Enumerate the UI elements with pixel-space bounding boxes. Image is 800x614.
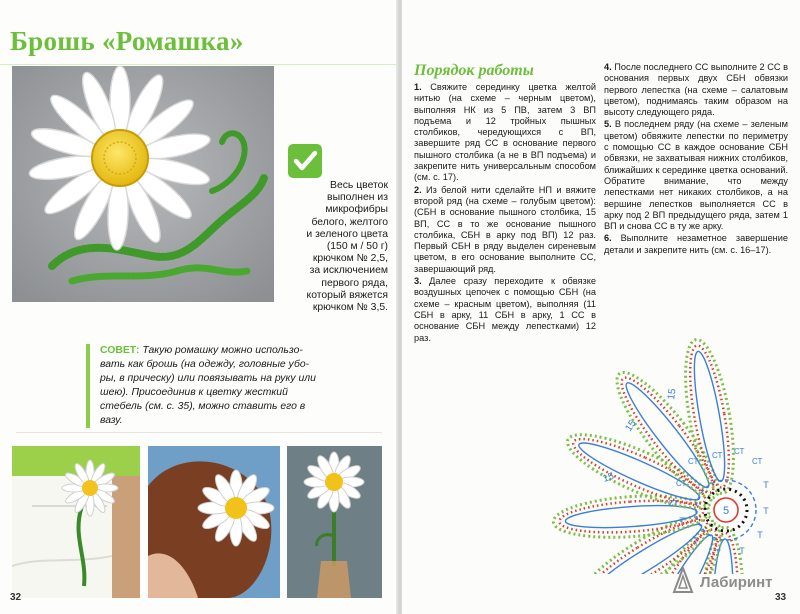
tip-line: и зеленого цвета <box>306 228 388 240</box>
tip-line: выполнен из <box>327 192 388 204</box>
tip-line: за исключением <box>309 265 388 277</box>
stitch-symbol-label: СТ <box>734 447 745 456</box>
photo-hairstyle <box>148 446 280 598</box>
step-text: Из белой нити сделайте НП и вяжите второй ряд (на схеме – голубым цветом): (СБН в основание пышного столбика, 15 ВП, СС в то же основание пышного столбика, СБН в арку под ВП) 12 раз. Первый СБН в ряду выделен сиреневым цветом, в его основание выполните СС, завершающий ряд. <box>414 184 596 274</box>
photo-pocket <box>12 446 140 598</box>
diagram-center-label: 5 <box>722 505 730 517</box>
tip-spacer <box>282 148 388 180</box>
stitch-symbol-label: СТ <box>712 451 723 460</box>
advice-text: Такую ромашку можно использо-вать как брошь (на одежду, головные убо-ры, в прическу) или повязывать на руку или шею). Присоединив к цветку жесткий стебель (см. с. 35), можно ставить его в вазу. <box>100 345 316 426</box>
step-text: После последнего СС выполните 2 СС в основания первых двух СБН обвязки первого лепестка (на схеме – салатовым цветом), поднимаясь таким образом на высоту следующего ряда. <box>604 62 788 118</box>
instruction-step <box>414 185 596 275</box>
tip-line: микрофибры <box>325 204 388 216</box>
step-text: Далее сразу переходите к обвязке воздушных цепочек с помощью СБН (на схеме – красным цветом), выполняя (11 СБН в арку, 11 СБН в арку, 1 СС в основание СБН между лепестками) 12 раз. <box>414 276 596 343</box>
materials-note <box>282 148 388 314</box>
step-number: 6. <box>604 233 612 244</box>
tip-line: крючком № 3,5. <box>312 302 388 314</box>
step-text: Выполните незаметное завершение детали и закрепите нить (см. с. 16–17). <box>604 233 788 255</box>
watermark-text: Лабиринт <box>700 574 773 591</box>
divider <box>16 432 382 433</box>
step-number: 1. <box>414 82 422 92</box>
page-number-right: 33 <box>775 592 787 603</box>
advice-label: СОВЕТ: <box>100 345 140 356</box>
main-photo-brooch <box>12 66 274 302</box>
tip-line: первого ряда, <box>321 277 388 289</box>
section-title: Порядок работы <box>414 62 534 79</box>
stitch-t-symbol: T <box>693 536 699 546</box>
step-text: В последнем ряду (на схеме – зеленым цветом) обвяжите лепестки по периметру с помощью СС в каждое основание СБН обвязки, не захватывая нижних столбиков, ближайших к серединке цветка оснований. Обратите внимание, что между лепестками нет никаких столбиков, а на вершине лепестков выполняется СС в арку под 2 ВП предыдущего ряда, затем 1 ВП и снова СС в ту же арку. <box>604 119 788 232</box>
title-underline <box>0 64 396 65</box>
instruction-step <box>604 119 788 232</box>
instruction-step <box>604 62 788 118</box>
step-text: Свяжите серединку цветка желтой нитью (на схеме – черным цветом), выполняя НК из 5 ПВ, затем 3 ВП подъема и 12 тройных пышных столбиков, чередующихся с ВП, завершите ряд СС в основание первого пышного столбика (а не в ВП подъема) и закрепите нить универсальным способом (см. с. 17). <box>414 82 596 183</box>
stitch-symbol-label: СТ <box>668 499 679 508</box>
labyrinth-logo-icon <box>672 566 694 594</box>
instruction-step <box>414 82 596 184</box>
tip-line: (150 м / 50 г) <box>326 241 388 253</box>
stitch-symbol-label: СТ <box>688 457 699 466</box>
page-number-left: 32 <box>10 592 22 603</box>
stitch-t-symbol: T <box>679 516 685 526</box>
petal-chain-label: 15 <box>623 418 639 434</box>
tip-line: который вяжется <box>306 289 388 301</box>
page-title: Брошь «Ромашка» <box>10 26 244 56</box>
tip-line: крючком № 2,5, <box>312 253 388 265</box>
petal-chain-label: 15 <box>601 470 616 485</box>
stitch-symbol-label: СТ <box>676 479 687 488</box>
tip-line: белого, желтого <box>311 216 388 228</box>
step-number: 3. <box>414 276 422 287</box>
stitch-symbol-label: СТ <box>752 457 763 466</box>
stitch-t-symbol: T <box>715 548 721 558</box>
left-page <box>0 0 398 614</box>
instructions-column-2 <box>604 62 788 257</box>
watermark <box>672 566 788 596</box>
stitch-t-symbol: T <box>763 480 769 490</box>
photo-vase <box>287 446 382 598</box>
diagram-petal <box>569 502 722 574</box>
step-number: 5. <box>604 119 612 130</box>
crochet-diagram <box>506 300 800 574</box>
stitch-t-symbol: T <box>757 530 763 540</box>
petal-chain-label: 15 <box>666 387 679 401</box>
instruction-step <box>604 233 788 256</box>
stitch-t-symbol: T <box>763 506 769 516</box>
stitch-t-symbol: T <box>739 546 745 556</box>
step-number: 4. <box>604 62 612 72</box>
step-number: 2. <box>414 184 422 195</box>
tip-line: Весь цветок <box>330 180 388 191</box>
advice-box <box>86 344 322 428</box>
